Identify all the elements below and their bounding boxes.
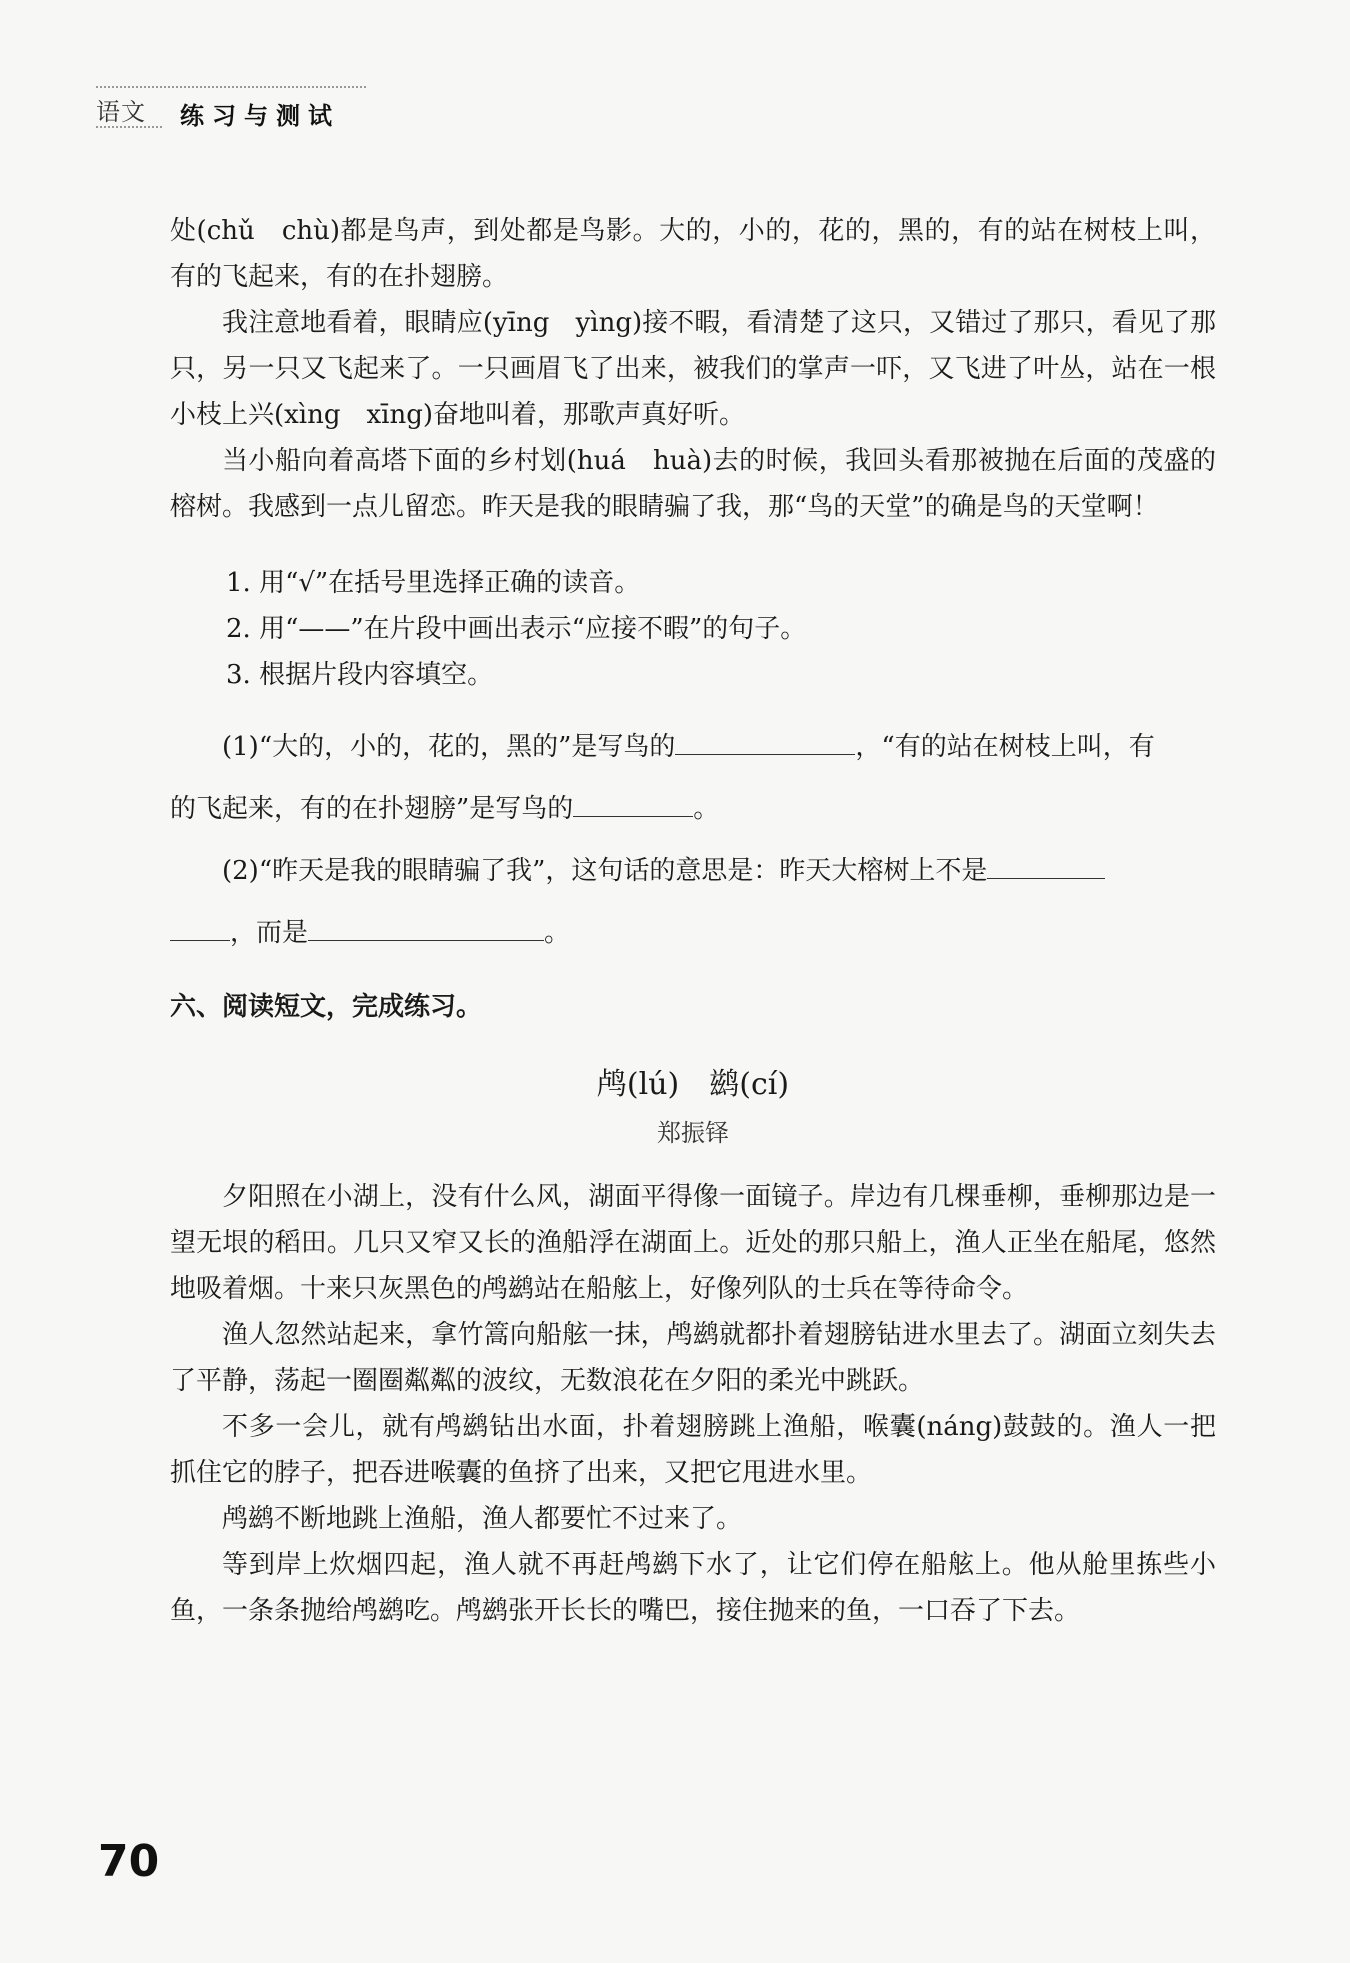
section-6-heading: 六、阅读短文，完成练习。	[170, 992, 483, 1022]
passage-paragraph-3: 当小船向着高塔下面的乡村划(huá huà)去的时候，我回头看那被抛在后面的茂盛的榕树。我感到一点儿留恋。昨天是我的眼睛骗了我，那“鸟的天堂”的确是鸟的天堂啊！	[170, 446, 1216, 522]
passage-paragraph-1: 处(chǔ chù)都是鸟声，到处都是鸟影。大的，小的，花的，黑的，有的站在树枝上叫，有的飞起来，有的在扑翅膀。	[170, 216, 1216, 292]
question-3-2-line-1: (2)“昨天是我的眼睛骗了我”，这句话的意思是：昨天大榕树上不是	[170, 840, 1216, 902]
page-header	[96, 88, 366, 134]
article-paragraph: 渔人忽然站起来，拿竹篙向船舷一抹，鸬鹚就都扑着翅膀钻进水里去了。湖面立刻失去了平静，荡起一圈圈粼粼的波纹，无数浪花在夕阳的柔光中跳跃。	[170, 1320, 1216, 1396]
page-content	[170, 208, 1216, 1634]
article-paragraph: 夕阳照在小湖上，没有什么风，湖面平得像一面镜子。岸边有几棵垂柳，垂柳那边是一望无垠的稻田。几只又窄又长的渔船浮在湖面上。近处的那只船上，渔人正坐在船尾，悠然地吸着烟。十来只灰黑色的鸬鹚站在船舷上，好像列队的士兵在等待命令。	[170, 1182, 1216, 1304]
subject-label: 语文	[96, 98, 146, 126]
question-3-1-line-2: 的飞起来，有的在扑翅膀”是写鸟的 。	[170, 778, 1216, 840]
article-author: 郑振铎	[657, 1119, 729, 1147]
answer-blank[interactable]	[573, 786, 693, 817]
answer-blank[interactable]	[170, 910, 230, 941]
question-2: 2. 用“——”在片段中画出表示“应接不暇”的句子。	[226, 614, 807, 644]
header-dotted-line	[96, 86, 366, 88]
article-paragraph: 鸬鹚不断地跳上渔船，渔人都要忙不过来了。	[222, 1504, 743, 1534]
article-paragraph: 等到岸上炊烟四起，渔人就不再赶鸬鹚下水了，让它们停在船舷上。他从舱里拣些小鱼，一条条抛给鸬鹚吃。鸬鹚张开长长的嘴巴，接住抛来的鱼，一口吞了下去。	[170, 1550, 1216, 1626]
question-3-2-line-2: ，而是 。	[170, 902, 1216, 964]
book-title: 练习与测试	[180, 102, 340, 130]
answer-blank[interactable]	[308, 910, 544, 941]
question-1: 1. 用“√”在括号里选择正确的读音。	[226, 568, 641, 598]
page-number: 70	[98, 1836, 160, 1887]
header-underline-dots	[96, 126, 162, 128]
article-title: 鸬(lú) 鹚(cí)	[596, 1067, 790, 1102]
answer-blank[interactable]	[675, 724, 855, 755]
passage-paragraph-2: 我注意地看着，眼睛应(yīng yìng)接不暇，看清楚了这只，又错过了那只，看见了那只，另一只又飞起来了。一只画眉飞了出来，被我们的掌声一吓，又飞进了叶丛，站在一根小枝上兴(xìng xīng)奋地叫着，那歌声真好听。	[170, 308, 1216, 430]
question-3: 3. 根据片段内容填空。	[226, 660, 494, 690]
article-paragraph: 不多一会儿，就有鸬鹚钻出水面，扑着翅膀跳上渔船，喉囊(náng)鼓鼓的。渔人一把抓住它的脖子，把吞进喉囊的鱼挤了出来，又把它甩进水里。	[170, 1412, 1216, 1488]
question-3-1-line-1: (1)“大的，小的，花的，黑的”是写鸟的 ，“有的站在树枝上叫，有	[170, 716, 1216, 778]
answer-blank[interactable]	[987, 848, 1105, 879]
